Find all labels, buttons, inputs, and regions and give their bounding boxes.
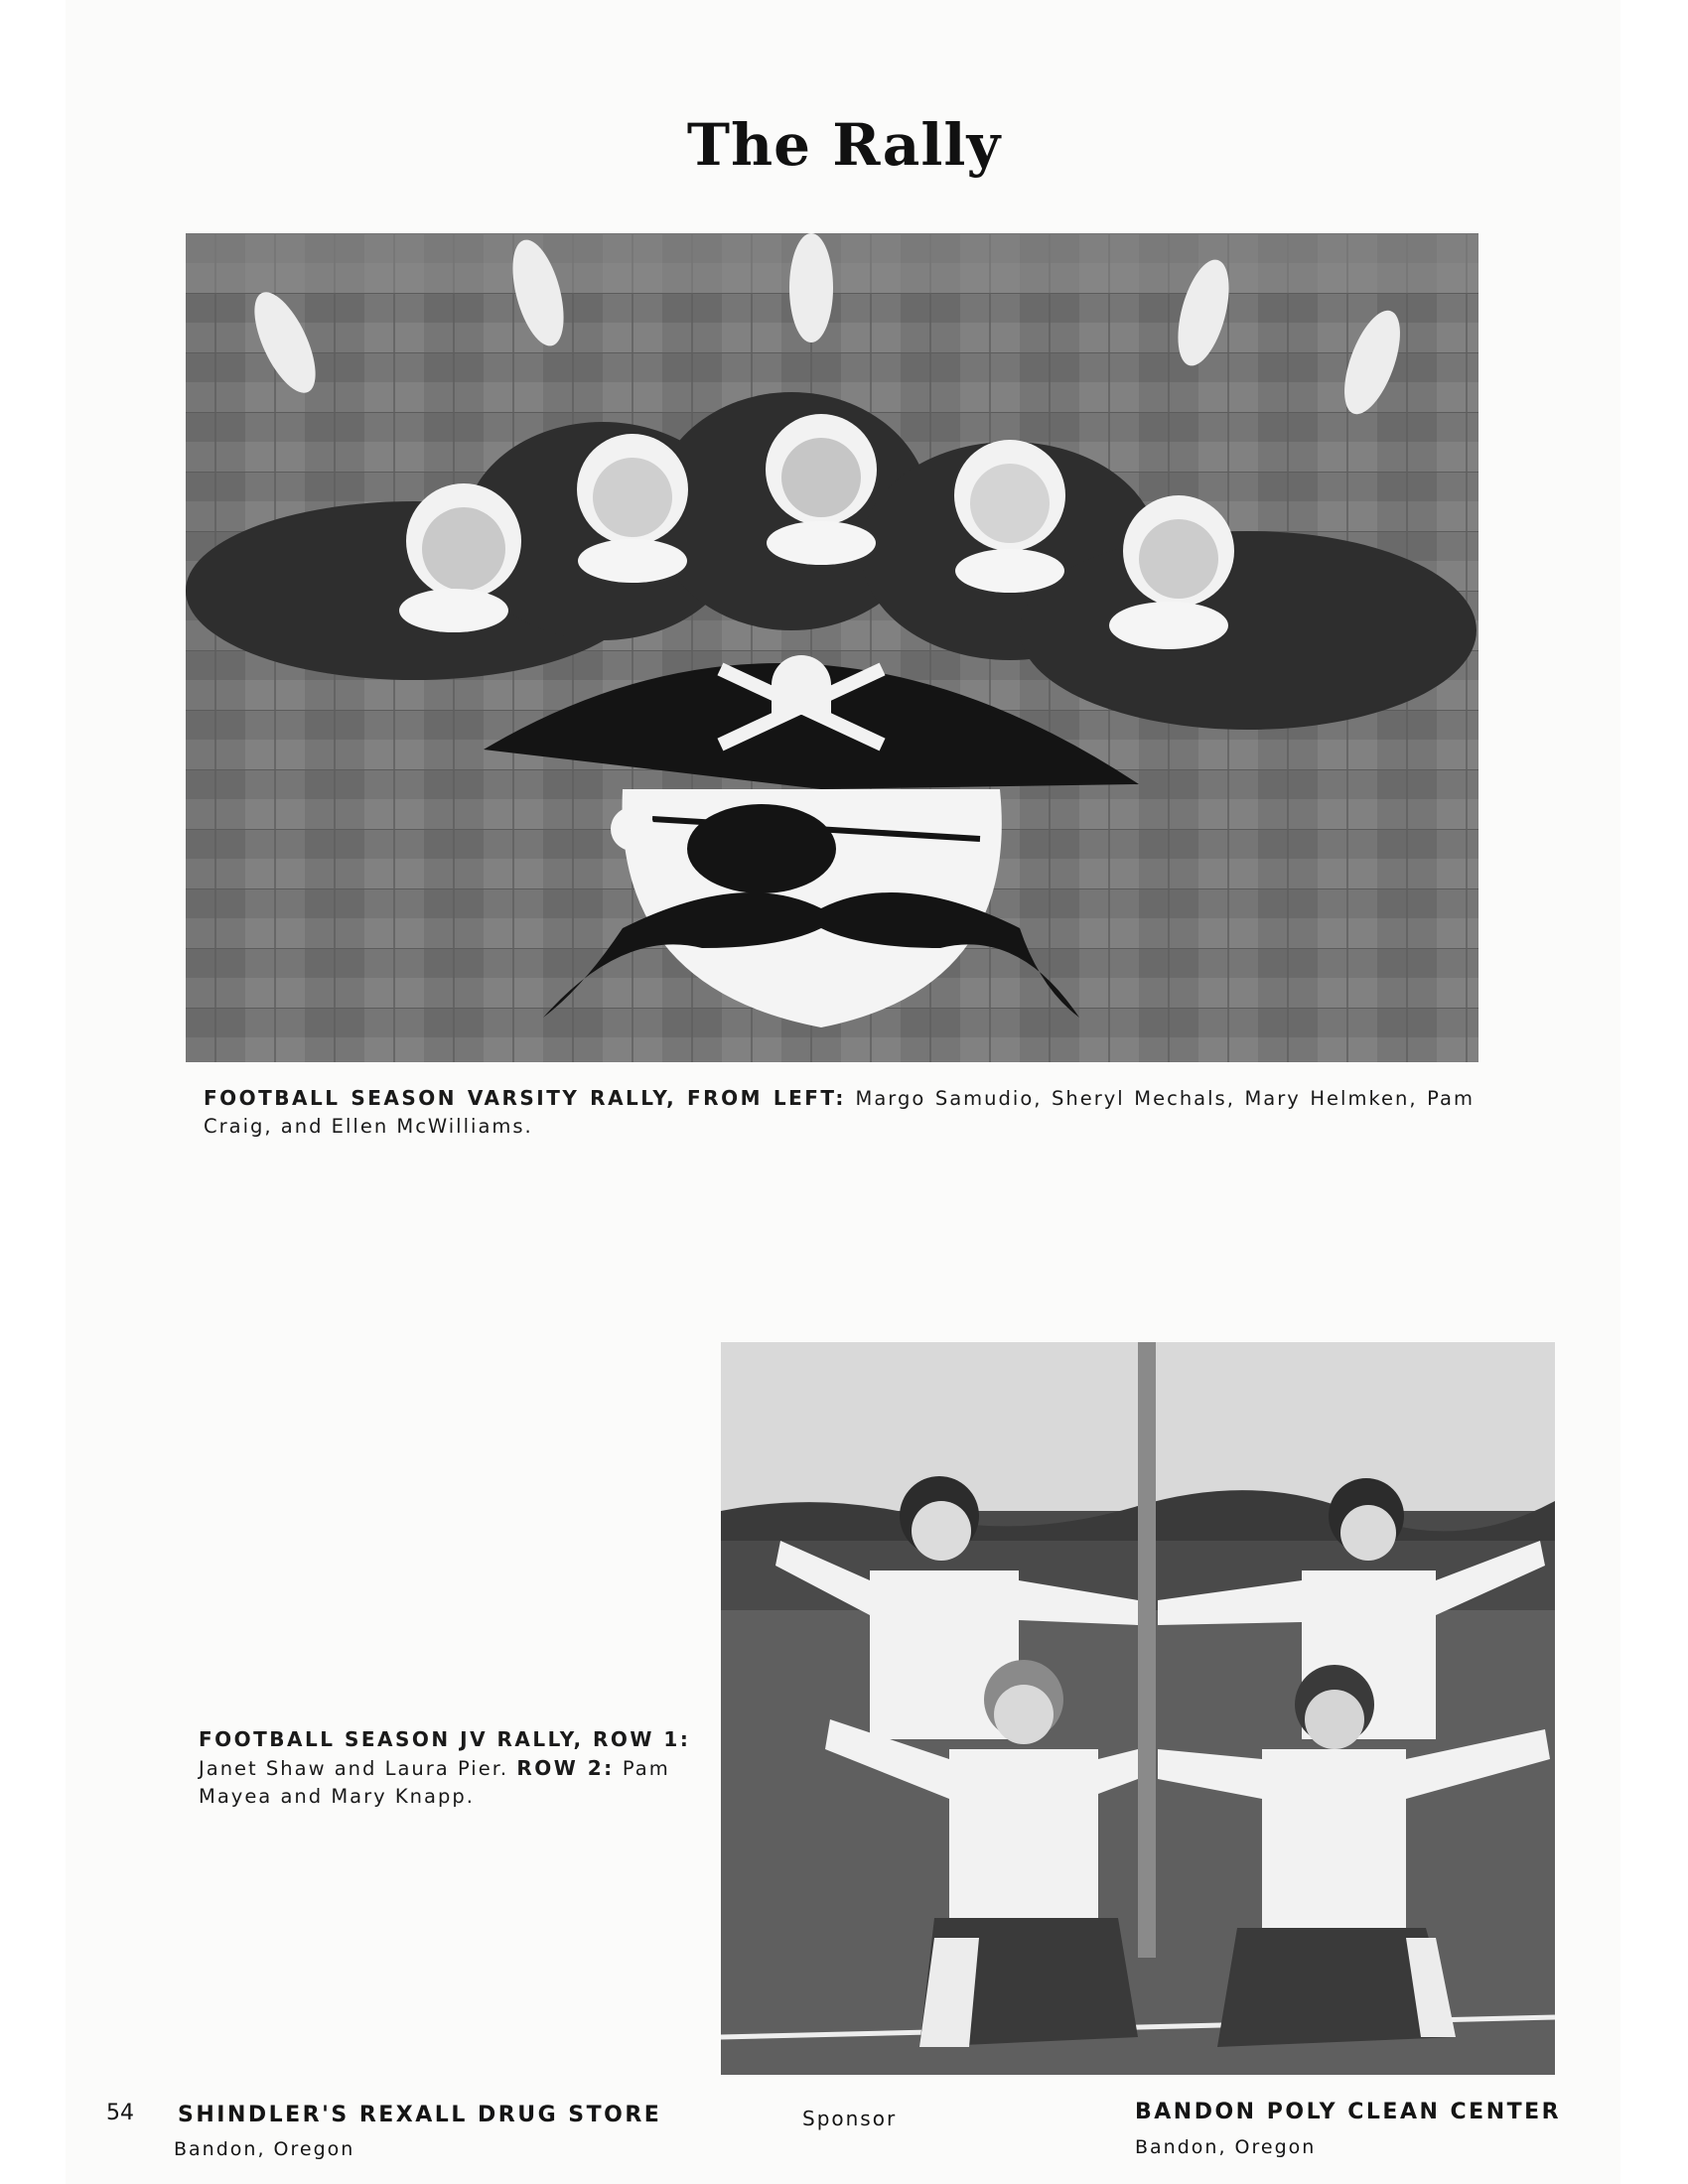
sponsor-label: Sponsor: [802, 2107, 898, 2130]
jv-caption-names-row1: Janet Shaw and Laura Pier.: [199, 1757, 509, 1780]
jv-photo-graphic: [721, 1342, 1555, 2075]
page-title: The Rally: [686, 111, 1002, 179]
jv-caption-lead-row2: ROW 2:: [516, 1756, 615, 1780]
left-sponsor-location: Bandon, Oregon: [174, 2138, 355, 2160]
jv-caption-lead-row1: FOOTBALL SEASON JV RALLY, ROW 1:: [199, 1727, 691, 1751]
varsity-caption-names: Margo Samudio, Sheryl Mechals, Mary Helmken, Pam Craig, and Ellen McWilliams.: [204, 1087, 1475, 1138]
varsity-photo-graphic: [186, 233, 1478, 1062]
varsity-rally-photo: [186, 233, 1478, 1062]
jv-caption: [199, 1725, 695, 1811]
left-sponsor-name: SHINDLER'S REXALL DRUG STORE: [178, 2103, 662, 2127]
varsity-caption: [204, 1084, 1475, 1141]
jv-rally-photo: [721, 1342, 1555, 2075]
jv-caption-names-row2: Pam Mayea and Mary Knapp.: [199, 1757, 670, 1808]
right-sponsor-name: BANDON POLY CLEAN CENTER: [1135, 2100, 1562, 2124]
right-sponsor-location: Bandon, Oregon: [1135, 2136, 1317, 2158]
varsity-caption-lead: FOOTBALL SEASON VARSITY RALLY, FROM LEFT:: [204, 1086, 846, 1110]
page-number: 54: [106, 2101, 134, 2125]
